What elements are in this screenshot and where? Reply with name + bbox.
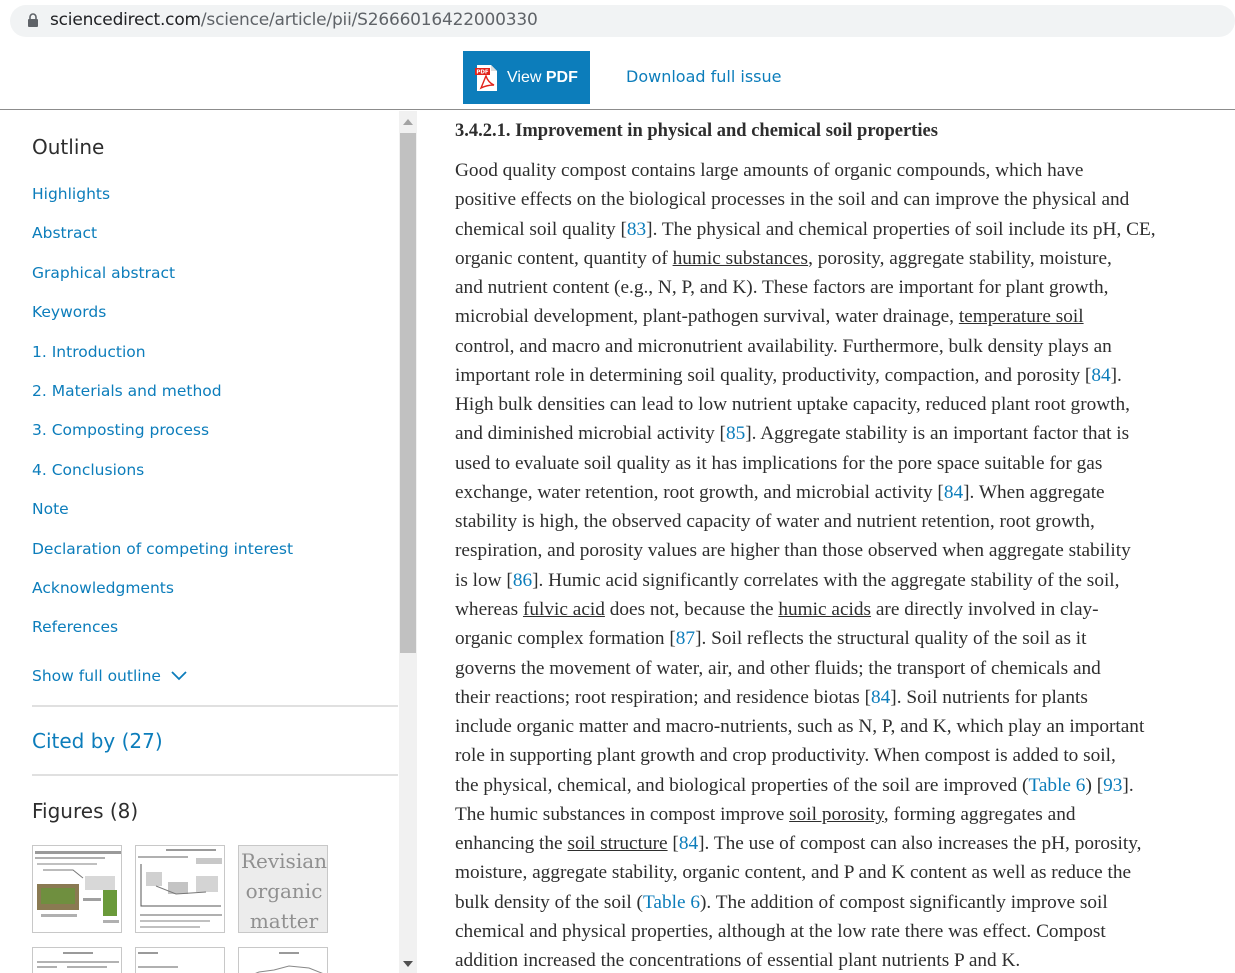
text-run: ]. The use of compost can also increases the pH, porosity, (698, 833, 1142, 855)
article-body (455, 111, 1195, 973)
text-run: their reactions; root respiration; and residence biotas [ (455, 686, 872, 708)
text-run: The humic substances in compost improve (455, 803, 790, 825)
text-run: ]. (1122, 774, 1134, 796)
topic-link[interactable]: soil porosity (789, 803, 884, 825)
paragraph-line (455, 771, 1195, 800)
show-full-outline-button[interactable] (32, 667, 187, 685)
paragraph-line (455, 595, 1195, 624)
text-run: respiration, and porosity values are higher than those observed when aggregate stability (455, 540, 1131, 562)
text-run: bulk density of the soil ( (455, 891, 643, 913)
reference-link[interactable]: 83 (626, 218, 647, 240)
paragraph-line (455, 185, 1195, 214)
lock-icon[interactable] (27, 13, 39, 27)
scrollbar-thumb[interactable] (400, 133, 416, 653)
text-run: addition increased the concentrations of essential plant nutrients P and K. (455, 950, 1021, 972)
figure-6-preview (239, 948, 328, 973)
paragraph-line (455, 156, 1195, 185)
reference-link[interactable]: 87 (675, 628, 696, 650)
browser-address-bar (0, 0, 1235, 44)
text-run: whereas (455, 598, 523, 620)
text-run: moisture, aggregate stability, organic content, and P and K content as well as reduce the (455, 862, 1132, 884)
paragraph-line (455, 478, 1195, 507)
scroll-up-arrow-icon[interactable] (403, 119, 413, 125)
outline-item-highlights[interactable]: Highlights (32, 185, 111, 203)
article-paragraph (455, 156, 1195, 973)
outline-title: Outline (32, 135, 105, 159)
topic-link[interactable]: humic acids (778, 598, 872, 620)
text-run: chemical and physical properties, although at the low rate there was effect. Compost (455, 920, 1106, 942)
figure-thumbnail-5[interactable] (135, 947, 225, 973)
paragraph-line (455, 332, 1195, 361)
figure-3-text-1: Revisian (240, 849, 328, 873)
paragraph-line (455, 419, 1195, 448)
paragraph-line (455, 302, 1195, 331)
paragraph-line (455, 566, 1195, 595)
text-run: Good quality compost contains large amounts of organic compounds, which have (455, 160, 1084, 181)
reference-link[interactable]: 84 (1091, 364, 1111, 386)
text-run: important role in determining soil quality, productivity, compaction, and porosity [ (455, 364, 1092, 386)
text-run: ) [ (1085, 774, 1104, 796)
text-run: , porosity, aggregate stability, moisture, (808, 247, 1112, 269)
text-run: enhancing the (455, 833, 568, 855)
figure-3-preview (239, 846, 328, 933)
outline-item-composting-process[interactable]: 3. Composting process (32, 421, 210, 440)
paragraph-line (455, 390, 1195, 419)
outline-list (32, 185, 293, 658)
figure-3-text-2: organic (245, 879, 323, 903)
text-run: governs the movement of water, air, and other fluids; the transport of chemicals and (455, 657, 1101, 679)
figure-3-text-3: matter (249, 909, 319, 933)
outline-item-conclusions[interactable]: 4. Conclusions (32, 460, 145, 479)
url-path: /science/article/pii/S2666016422000330 (200, 10, 538, 30)
text-run: ]. The physical and chemical properties of soil include its pH, CE, (646, 218, 1156, 240)
outline-item-references[interactable]: References (32, 618, 119, 637)
scroll-down-arrow-icon[interactable] (403, 961, 413, 967)
paragraph-line (455, 507, 1195, 536)
download-full-issue-link[interactable]: Download full issue (626, 67, 782, 86)
pdf-file-icon (475, 64, 499, 92)
figures-title: Figures (8) (32, 799, 139, 823)
paragraph-line (455, 536, 1195, 565)
text-run: positive effects on the biological processes in the soil and can improve the physical and (455, 189, 1130, 211)
topic-link[interactable]: soil structure (567, 833, 668, 855)
text-run: control, and macro and micronutrient availability. Furthermore, bulk density plays an (455, 335, 1112, 357)
text-run: ]. When aggregate (963, 481, 1105, 503)
reference-link[interactable]: Table 6 (1028, 774, 1086, 796)
article-toolbar (0, 44, 1235, 110)
paragraph-line (455, 683, 1195, 712)
view-pdf-button[interactable] (463, 51, 590, 104)
reference-link[interactable]: 93 (1103, 774, 1123, 796)
paragraph-line (455, 244, 1195, 273)
url-text[interactable] (50, 10, 538, 30)
text-run: ). The addition of compost significantly improve soil (700, 891, 1108, 913)
reference-link[interactable]: Table 6 (642, 891, 700, 913)
text-run: role in supporting plant growth and crop productivity. When compost is added to soil, (455, 745, 1116, 767)
sidebar-divider (32, 705, 398, 707)
outline-item-keywords[interactable]: Keywords (32, 303, 107, 322)
paragraph-line (455, 917, 1195, 946)
cited-by-link[interactable]: Cited by (27) (32, 729, 163, 753)
figure-5-preview (136, 948, 225, 973)
topic-link[interactable]: humic substances (672, 247, 809, 269)
text-run: High bulk densities can lead to low nutrient uptake capacity, reduced plant root growth, (455, 394, 1131, 416)
reference-link[interactable]: 84 (871, 686, 891, 708)
pdf-icon-label: PDF (476, 69, 489, 76)
paragraph-line (455, 829, 1195, 858)
outline-item-introduction[interactable]: 1. Introduction (32, 342, 146, 361)
chevron-down-icon (171, 671, 187, 681)
reference-link[interactable]: 84 (678, 833, 699, 855)
reference-link[interactable]: 84 (943, 481, 964, 503)
topic-link[interactable]: fulvic acid (522, 598, 605, 620)
view-pdf-prefix: View (507, 68, 546, 86)
text-run: ]. Humic acid significantly correlates with the aggregate stability of the soil, (532, 569, 1120, 591)
paragraph-line (455, 741, 1195, 770)
figure-thumbnail-3[interactable] (238, 845, 328, 933)
text-run: used to evaluate soil quality as it has implications for the pore space suitable for gas (455, 452, 1103, 474)
figure-2-preview (136, 846, 225, 933)
text-run: and nutrient content (e.g., N, P, and K). These factors are important for plant growth, (455, 277, 1109, 299)
show-full-outline-label: Show full outline (32, 667, 161, 685)
paragraph-line (455, 624, 1195, 653)
url-domain: sciencedirect.com (50, 10, 201, 30)
view-pdf-bold: PDF (545, 68, 578, 86)
section-heading: 3.4.2.1. Improvement in physical and chemical soil properties (455, 121, 938, 141)
paragraph-line (455, 800, 1195, 829)
figure-thumbnail-2[interactable] (135, 845, 225, 933)
figure-4-preview (33, 948, 122, 973)
paragraph-line (455, 946, 1195, 973)
text-run: [ (667, 833, 679, 855)
outline-item-graphical-abstract[interactable]: Graphical abstract (32, 263, 176, 282)
paragraph-line (455, 858, 1195, 887)
text-run: organic complex formation [ (455, 628, 676, 650)
reference-link[interactable]: 85 (725, 423, 746, 445)
paragraph-line (455, 273, 1195, 302)
paragraph-line (455, 449, 1195, 478)
text-run: stability is high, the observed capacity of water and nutrient retention, root growth, (455, 511, 1095, 533)
paragraph-line (455, 654, 1195, 683)
figure-thumbnail-6[interactable] (238, 947, 328, 973)
text-run: and diminished microbial activity [ (455, 423, 726, 445)
view-pdf-label (507, 69, 578, 87)
topic-link[interactable]: temperature soil (958, 306, 1084, 328)
paragraph-line (455, 361, 1195, 390)
text-run: include organic matter and macro-nutrients, such as N, P, and K, which play an important (455, 716, 1145, 738)
text-run: chemical soil quality [ (455, 218, 627, 240)
paragraph-line (455, 888, 1195, 917)
text-run: ]. Soil reflects the structural quality of the soil as it (695, 628, 1087, 650)
figure-thumbnail-4[interactable] (32, 947, 122, 973)
sidebar-divider (32, 774, 398, 776)
text-run: the physical, chemical, and biological properties of the soil are improved ( (455, 774, 1029, 796)
figure-thumbnail-1[interactable] (32, 845, 122, 933)
text-run: ]. Aggregate stability is an important factor that is (745, 423, 1130, 445)
outline-item-declaration[interactable]: Declaration of competing interest (32, 539, 294, 558)
sidebar (0, 111, 400, 973)
outline-item-acknowledgments[interactable]: Acknowledgments (32, 578, 174, 597)
reference-link[interactable]: 86 (512, 569, 533, 591)
text-run: does not, because the (604, 598, 779, 620)
text-run: ]. Soil nutrients for plants (890, 686, 1088, 708)
text-run: ]. (1110, 364, 1122, 386)
text-run: , forming aggregates and (883, 803, 1076, 825)
outline-item-materials-and-method[interactable]: 2. Materials and method (32, 381, 222, 400)
outline-item-note[interactable]: Note (32, 500, 69, 519)
text-run: organic content, quantity of (455, 247, 673, 269)
text-run: exchange, water retention, root growth, and microbial activity [ (455, 481, 944, 503)
text-run: microbial development, plant-pathogen survival, water drainage, (455, 306, 959, 328)
text-run: is low [ (455, 569, 513, 591)
figure-1-preview (33, 846, 122, 933)
text-run: are directly involved in clay- (871, 598, 1099, 620)
paragraph-line (455, 712, 1195, 741)
outline-item-abstract[interactable]: Abstract (32, 224, 98, 243)
sidebar-scrollbar[interactable] (399, 111, 417, 973)
paragraph-line (455, 215, 1195, 244)
